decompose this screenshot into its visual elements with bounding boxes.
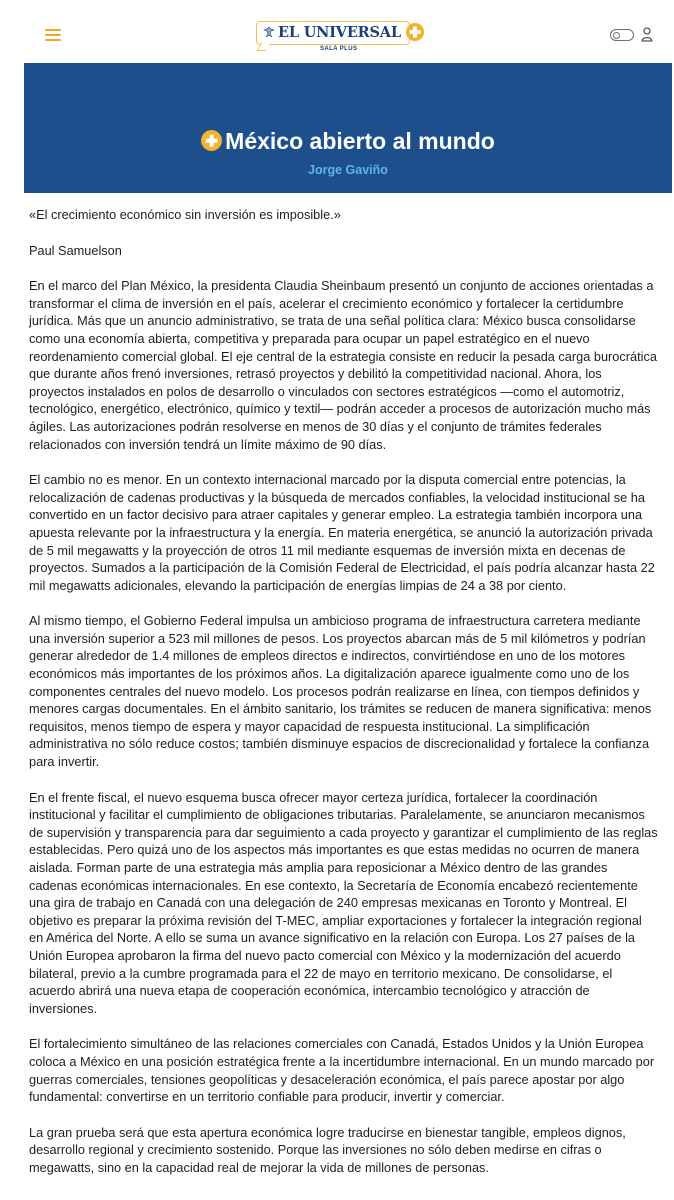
eagle-icon	[263, 26, 275, 38]
top-bar	[0, 0, 674, 62]
article-body	[29, 206, 659, 1195]
epigraph-author: Paul Samuelson	[29, 242, 122, 258]
article-paragraph: El cambio no es menor. En un contexto internacional marcado por la disputa comercial entre potencias, la relocalización de cadenas productivas y la búsqueda de mercados confiables, la velocidad institucional se ha convertido en un factor decisivo para atraer capitales y generar empleo. La estrategia también incorpora una apuesta relevante por la infraestructura y la energía. En materia energética, se anunció la autorización privada de 5 mil megawatts y la proyección de otros 11 mil mediante esquemas de inversión mixta en decenas de proyectos. Sumados a la participación de la Comisión Federal de Electricidad, el país podría alcanzar hasta 22 mil megawatts adicionales, elevando la participación de energías limpias de 24 a 38 por ciento.	[29, 472, 655, 593]
author-link[interactable]: Jorge Gaviño	[308, 163, 388, 177]
theme-toggle-icon[interactable]	[610, 29, 634, 41]
user-icon[interactable]	[641, 27, 653, 42]
plus-icon	[406, 23, 424, 41]
plus-icon	[201, 130, 222, 151]
site-logo[interactable]	[256, 21, 426, 51]
article-paragraph: En el frente fiscal, el nuevo esquema busca ofrecer mayor certeza jurídica, fortalecer la coordinación institucional y facilitar el cumplimiento de obligaciones tributarias. Paralelamente, se anunciaron mecanismos de supervisión y transparencia para dar seguimiento a cada proyecto y garantizar el cumplimiento de las reglas establecidas. Pero quizá uno de los aspectos más importantes es que estas medidas no ocurren de manera aislada. Forman parte de una estrategia más amplia para reposicionar a México dentro de las grandes cadenas económicas internacionales. En ese contexto, la Secretaría de Economía encabezó recientemente una gira de trabajo en Canadá con una delegación de 240 empresas mexicanas en Toronto y Montreal. El objetivo es preparar la próxima revisión del T-MEC, ampliar exportaciones y fortalecer la integración regional en América del Norte. A ello se suma un avance significativo en la relación con Europa. Los 27 países de la Unión Europea aprobaron la firma del nuevo pacto comercial con México y la modernización del acuerdo bilateral, previo a la cumbre programada para el 22 de mayo en territorio mexicano. De consolidarse, el acuerdo abrirá una nueva etapa de cooperación económica, intercambio tecnológico y atracción de inversiones.	[29, 789, 658, 1016]
article-paragraph: En el marco del Plan México, la presidenta Claudia Sheinbaum presentó un conjunto de acciones orientadas a transformar el clima de inversión en el país, acelerar el crecimiento económico y fortalecer la certidumbre jurídica. Más que un anuncio administrativo, se trata de una señal política clara: México busca consolidarse como una economía abierta, competitiva y preparada para ocupar un papel estratégico en el nuevo reordenamiento comercial global. El eje central de la estrategia consiste en reducir la pesada carga burocrática que durante años frenó inversiones, retrasó proyectos y debilitó la competitividad nacional. Ahora, los proyectos instalados en polos de desarrollo o vinculados con sectores estratégicos —como el automotriz, tecnológico, energético, electrónico, químico y textil— podrán acceder a procesos de autorización mucho más ágiles. Las autorizaciones podrán resolverse en menos de 30 días y el conjunto de trámites federales relacionados con inversión tendrá un límite máximo de 90 días.	[29, 278, 657, 452]
article-title-row	[24, 127, 672, 155]
menu-icon[interactable]	[45, 29, 61, 41]
article-header-banner	[24, 63, 672, 193]
article-paragraph: Al mismo tiempo, el Gobierno Federal impulsa un ambicioso programa de infraestructura carretera mediante una inversión superior a 523 mil millones de pesos. Los proyectos abarcan más de 5 mil kilómetros y podrían generar alrededor de 1.4 millones de empleos directos e indirectos, convirtiéndose en uno de los motores económicos más importantes de los próximos años. La digitalización aparece igualmente como uno de los componentes centrales del nuevo modelo. Los procesos podrán realizarse en línea, con tiempos definidos y menores cargas documentales. En el ámbito sanitario, los trámites se reducen de manera significativa: menos requisitos, menos tiempo de espera y mayor capacidad de respuesta institucional. La simplificación administrativa no sólo reduce costos; también disminuye espacios de discrecionalidad y fortalece la confianza para invertir.	[29, 613, 652, 770]
article-title: México abierto al mundo	[225, 128, 495, 154]
article-paragraph: El fortalecimiento simultáneo de las relaciones comerciales con Canadá, Estados Unidos y la Unión Europea coloca a México en una posición estratégica frente a la incertidumbre internacional. En un mundo marcado por guerras comerciales, tensiones geopolíticas y desaceleración económica, el país parece apostar por algo fundamental: convertirse en un territorio confiable para producir, invertir y comerciar.	[29, 1036, 655, 1105]
logo-text: EL UNIVERSAL	[278, 24, 401, 41]
article-paragraph: La gran prueba será que esta apertura económica logre traducirse en bienestar tangible, empleos dignos, desarrollo regional y crecimiento sostenido. Porque las inversiones no sólo deben medirse en cifras o megawatts, sino en la capacidad real de mejorar la vida de millones de personas.	[29, 1124, 626, 1175]
logo-subtitle: SALA PLUS	[320, 46, 358, 52]
epigraph: «El crecimiento económico sin inversión es imposible.»	[29, 207, 341, 222]
